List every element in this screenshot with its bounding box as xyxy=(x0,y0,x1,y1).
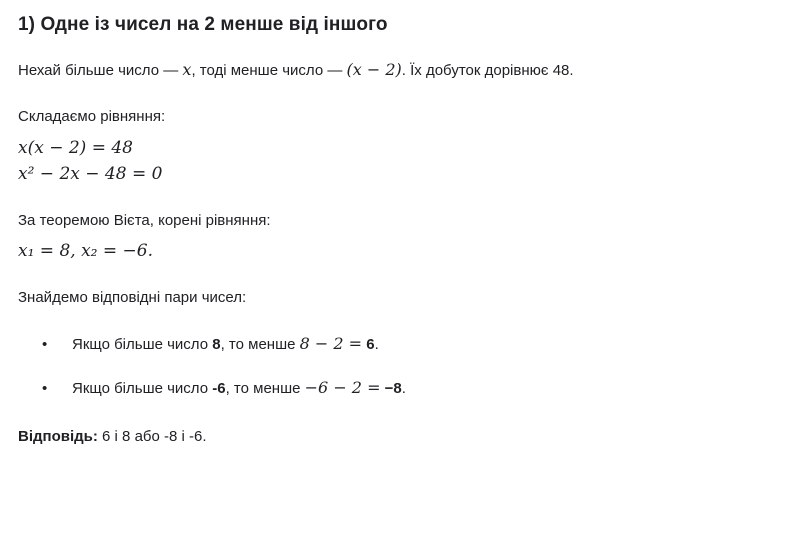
intro-paragraph xyxy=(18,58,772,82)
bullet-text-middle: , то менше xyxy=(220,336,296,353)
page-title: 1) Одне із чисел на 2 менше від іншого xyxy=(18,14,388,35)
setup-label: Складаємо рівняння: xyxy=(18,107,166,125)
bullet-text-before: Якщо більше число xyxy=(72,336,209,353)
bullet-expression: 8 − 2 = xyxy=(299,334,363,353)
equation-2: x² − 2x − 48 = 0 xyxy=(18,163,163,184)
vieta-label: За теоремою Вієта, корені рівняння: xyxy=(18,211,271,229)
bullet-result: 6 xyxy=(366,336,375,353)
answer-label: Відповідь: xyxy=(18,427,98,445)
bullet-result: −8 xyxy=(384,380,402,398)
intro-text-before: Нехай більше число — xyxy=(18,62,179,79)
bullet-text-after: . xyxy=(374,336,379,353)
bullet-text-middle: , то менше xyxy=(225,380,301,398)
bullet-icon: • xyxy=(42,380,48,398)
bullet-text-before: Якщо більше число xyxy=(72,380,209,398)
answer-value: 6 і 8 або -8 і -6. xyxy=(102,427,207,445)
equations-block xyxy=(18,138,772,184)
pairs-list xyxy=(18,333,772,400)
equation-1: x(x − 2) = 48 xyxy=(18,137,133,158)
intro-expression: (x − 2) xyxy=(346,60,402,79)
roots-block xyxy=(18,241,772,261)
intro-text-middle: , тоді менше число — xyxy=(191,62,343,79)
bullet-text-after: . xyxy=(401,380,406,398)
bullet-value: 8 xyxy=(212,336,221,353)
pairs-label: Знайдемо відповідні пари чисел: xyxy=(18,289,247,307)
intro-variable-x: x xyxy=(182,60,192,79)
bullet-value: -6 xyxy=(212,380,226,398)
bullet-expression: −6 − 2 = xyxy=(304,378,381,398)
roots-line: x₁ = 8, x₂ = −6. xyxy=(18,241,153,262)
list-item xyxy=(42,377,772,399)
intro-text-after: . Їх добуток дорівнює 48. xyxy=(401,62,574,79)
list-item xyxy=(42,333,772,355)
bullet-icon: • xyxy=(42,336,48,353)
answer-line xyxy=(18,426,772,448)
